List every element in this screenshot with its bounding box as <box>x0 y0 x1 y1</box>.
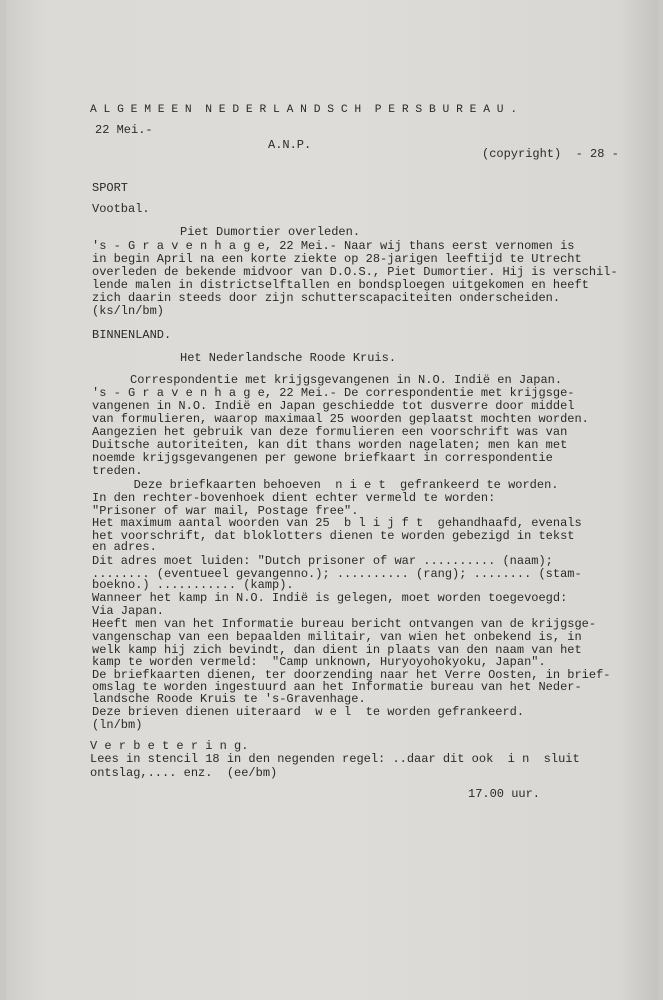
article-line: kamp te worden vermeld: "Camp unknown, Huryoyohokyoku, Japan". <box>92 655 546 669</box>
article-line: van formulieren, waarop maximaal 25 woorden geplaatst mochten worden. <box>92 412 589 426</box>
article-line: Deze briefkaarten behoeven n i e t gefrankeerd te worden. <box>112 478 559 492</box>
article-line: (ks/ln/bm) <box>92 304 165 318</box>
article-line: Wanneer het kamp in N.O. Indië is gelegen, moet worden toegevoegd: <box>92 591 568 605</box>
article-line: "Prisoner of war mail, Postage free". <box>92 504 359 518</box>
article-line: vangenen in N.O. Indië en Japan geschiedde tot dusverre door middel <box>92 399 575 413</box>
anp-abbrev: A.N.P. <box>268 138 312 152</box>
article-line: vangenschap van een bepaalden militair, van wien het onbekend is, in <box>92 630 582 644</box>
article-line: welk kamp hij zich bevindt, dan dient in plaats van den naam van het <box>92 643 582 657</box>
document-page <box>6 0 658 1000</box>
copyright-page-number: (copyright) - 28 - <box>482 147 619 161</box>
article-line: ontslag,.... enz. (ee/bm) <box>90 766 278 780</box>
article-line: ........ (eventueel gevangenno.); .......... (rang); ........ (stam- <box>92 567 582 581</box>
article-title: Piet Dumortier overleden. <box>180 225 361 239</box>
article-line: treden. <box>92 464 143 478</box>
article-line: De briefkaarten dienen, ter doorzending naar het Verre Oosten, in brief- <box>92 668 611 682</box>
article-line: Duitsche autoriteiten, kan dit thans worden nagelaten; men kan met <box>92 438 568 452</box>
article-line: zich daarin steeds door zijn schutterscapaciteiten onderscheiden. <box>92 291 561 305</box>
article-line: Via Japan. <box>92 604 165 618</box>
article-line: Lees in stencil 18 in den negenden regel: ..daar dit ook i n sluit <box>90 752 580 766</box>
correction-title: V e r b e t e r i n g. <box>90 739 249 753</box>
subsection-football: Vootbal. <box>92 202 150 216</box>
article-line: In den rechter-bovenhoek dient echter vermeld te worden: <box>92 491 496 505</box>
article-line: het voorschrift, dat bloklotters dienen te worden gebezigd in tekst <box>92 529 575 543</box>
article-line: Het maximum aantal woorden van 25 b l i j f t gehandhaafd, evenals <box>92 516 582 530</box>
article-line: 's - G r a v e n h a g e, 22 Mei.- De correspondentie met krijgsge- <box>92 386 575 400</box>
time-stamp: 17.00 uur. <box>468 787 541 801</box>
section-binnenland: BINNENLAND. <box>92 328 172 342</box>
article-line: lende malen in districtselftallen en bondsploegen uitgekomen en heeft <box>92 278 589 292</box>
article-title: Het Nederlandsche Roode Kruis. <box>180 351 397 365</box>
article-line: Deze brieven dienen uiteraard w e l te worden gefrankeerd. <box>92 705 525 719</box>
section-sport: SPORT <box>92 181 129 195</box>
article-line: in begin April na een korte ziekte op 28-jarigen leeftijd te Utrecht <box>92 252 582 266</box>
article-line: Dit adres moet luiden: "Dutch prisoner of war .......... (naam); <box>92 554 553 568</box>
article-line: 's - G r a v e n h a g e, 22 Mei.- Naar wij thans eerst vernomen is <box>92 239 575 253</box>
article-line: boekno.) ........... (kamp). <box>92 578 294 592</box>
article-line: noemde krijgsgevangenen per gewone briefkaart in correspondentie <box>92 451 553 465</box>
article-line: omslag te worden ingestuurd aan het Informatie bureau van het Neder- <box>92 680 582 694</box>
article-subtitle: Correspondentie met krijgsgevangenen in N.O. Indië en Japan. <box>130 373 563 387</box>
article-line: Heeft men van het Informatie bureau bericht ontvangen van de krijgsge- <box>92 617 597 631</box>
article-line: (ln/bm) <box>92 718 143 732</box>
article-line: Aangezien het gebruik van deze formulieren een voorschrift was van <box>92 425 568 439</box>
date-line: 22 Mei.- <box>95 123 153 137</box>
agency-title: A L G E M E E N N E D E R L A N D S C H P E R S B U R E A U . <box>90 104 518 116</box>
article-line: overleden de bekende midvoor van D.O.S., Piet Dumortier. Hij is verschil- <box>92 265 618 279</box>
article-line: en adres. <box>92 540 157 554</box>
article-line: landsche Roode Kruis te 's-Gravenhage. <box>92 692 366 706</box>
